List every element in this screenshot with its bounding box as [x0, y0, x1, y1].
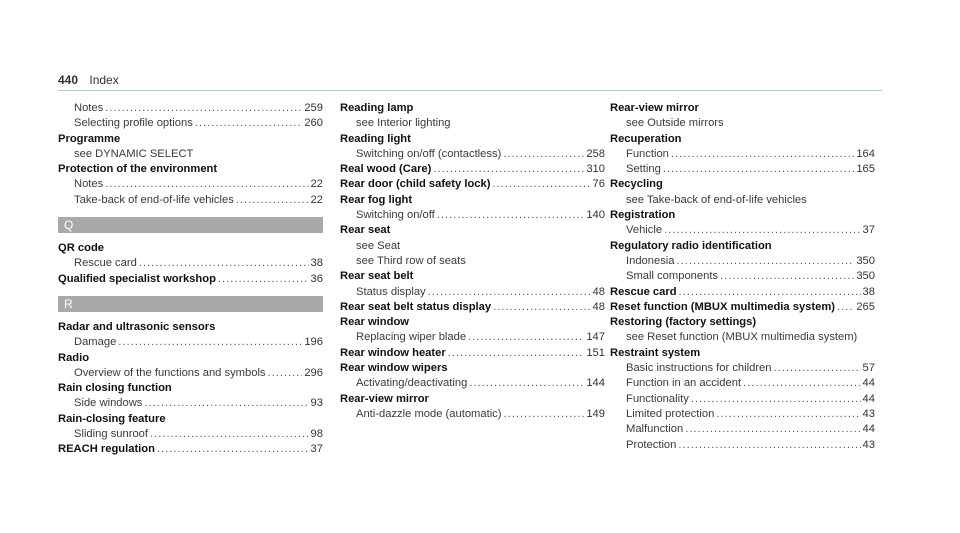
- page-ref[interactable]: 149: [586, 407, 605, 420]
- page-ref[interactable]: 165: [856, 163, 875, 176]
- index-entry: Qualified specialist workshop ..... 36: [58, 272, 323, 287]
- index-heading: Radio: [58, 351, 90, 364]
- page-ref[interactable]: 98: [310, 428, 323, 441]
- index-entry: Rear door (child safety lock) ..... 76: [340, 177, 605, 192]
- cross-reference: see Interior lighting: [356, 117, 451, 130]
- index-heading: Programme: [58, 132, 121, 145]
- index-entry: Notes ..... 22: [58, 177, 323, 192]
- page-ref[interactable]: 350: [856, 270, 875, 283]
- index-entry: Switching on/off (contactless) ..... 258: [340, 147, 605, 162]
- page-header: [58, 73, 119, 87]
- index-heading: Protection of the environment: [58, 163, 218, 176]
- index-entry: Status display ..... 48: [340, 285, 605, 300]
- index-entry: Protection ..... 43: [610, 438, 875, 453]
- index-column-1: [58, 101, 323, 458]
- index-entry: REACH regulation ..... 37: [58, 442, 323, 457]
- cross-reference: see Take-back of end-of-life vehicles: [626, 193, 807, 206]
- index-heading: Restoring (factory settings): [610, 316, 757, 329]
- index-heading: Rear window wipers: [340, 362, 448, 375]
- index-entry: Malfunction ..... 44: [610, 422, 875, 437]
- page-ref[interactable]: 140: [586, 209, 605, 222]
- index-entry: Rear seat belt status display ..... 48: [340, 300, 605, 315]
- cross-reference: see Third row of seats: [356, 254, 466, 267]
- page-ref[interactable]: 147: [586, 331, 605, 344]
- page-ref[interactable]: 48: [592, 300, 605, 313]
- index-heading: Reading light: [340, 132, 411, 145]
- index-entry: Rear window heater ..... 151: [340, 346, 605, 361]
- page-ref[interactable]: 22: [310, 193, 323, 206]
- index-entry: Activating/deactivating ..... 144: [340, 376, 605, 391]
- page-number: 440: [58, 73, 79, 87]
- index-heading: Reading lamp: [340, 102, 414, 114]
- index-heading: Rain closing function: [58, 382, 172, 395]
- page-ref[interactable]: 151: [586, 346, 605, 359]
- index-entry: Switching on/off ..... 140: [340, 208, 605, 223]
- page-ref[interactable]: 37: [862, 224, 875, 237]
- page-ref[interactable]: 350: [856, 254, 875, 267]
- header-divider: [58, 90, 882, 91]
- page-ref[interactable]: 76: [592, 178, 605, 191]
- page-ref[interactable]: 44: [862, 423, 875, 436]
- page-ref[interactable]: 37: [310, 443, 323, 456]
- index-entry: Replacing wiper blade ..... 147: [340, 330, 605, 345]
- page-ref[interactable]: 48: [592, 285, 605, 298]
- page-ref[interactable]: 144: [586, 377, 605, 390]
- index-heading: QR code: [58, 242, 105, 255]
- page-ref[interactable]: 259: [304, 102, 323, 114]
- index-entry: Side windows ..... 93: [58, 396, 323, 411]
- page-ref[interactable]: 196: [304, 336, 323, 349]
- index-entry: Indonesia ..... 350: [610, 254, 875, 269]
- page-ref[interactable]: 258: [586, 147, 605, 160]
- index-heading: Recuperation: [610, 132, 682, 145]
- page-ref[interactable]: 310: [586, 163, 605, 176]
- index-entry: Anti-dazzle mode (automatic) ..... 149: [340, 407, 605, 422]
- index-entry: Real wood (Care) ..... 310: [340, 162, 605, 177]
- page-ref[interactable]: 260: [304, 117, 323, 130]
- page-ref[interactable]: 43: [862, 438, 875, 451]
- page-ref[interactable]: 265: [856, 300, 875, 313]
- index-entry: Limited protection ..... 43: [610, 407, 875, 422]
- page-ref[interactable]: 36: [310, 272, 323, 285]
- index-entry: Setting ..... 165: [610, 162, 875, 177]
- letter-divider-q: Q: [58, 217, 323, 233]
- index-heading: Recycling: [610, 178, 663, 191]
- page-ref[interactable]: 38: [862, 285, 875, 298]
- page-ref[interactable]: 22: [310, 178, 323, 191]
- index-entry: Rescue card ..... 38: [58, 256, 323, 271]
- index-column-3: [610, 101, 875, 453]
- index-column-2: [340, 101, 605, 422]
- index-entry: Selecting profile options ..... 260: [58, 116, 323, 131]
- index-heading: Regulatory radio identification: [610, 239, 772, 252]
- page-ref[interactable]: 296: [304, 366, 323, 379]
- section-title: Index: [89, 73, 119, 87]
- index-heading: Registration: [610, 209, 676, 222]
- cross-reference: see Seat: [356, 239, 401, 252]
- index-heading: Rear fog light: [340, 193, 413, 206]
- index-entry: Notes ..... 259: [58, 101, 323, 116]
- index-entry: Overview of the functions and symbols ..... 296: [58, 366, 323, 381]
- page-ref[interactable]: 44: [862, 377, 875, 390]
- index-entry: Take-back of end-of-life vehicles ..... 22: [58, 193, 323, 208]
- index-entry: Function ..... 164: [610, 147, 875, 162]
- index-entry: Rescue card ..... 38: [610, 285, 875, 300]
- index-entry: Sliding sunroof ..... 98: [58, 427, 323, 442]
- index-heading: Radar and ultrasonic sensors: [58, 320, 216, 333]
- index-entry: Damage ..... 196: [58, 335, 323, 350]
- index-heading: Rear seat belt: [340, 270, 414, 283]
- cross-reference: see Outside mirrors: [626, 117, 724, 130]
- cross-reference: see Reset function (MBUX multimedia system): [626, 331, 858, 344]
- index-heading: Rear seat: [340, 224, 391, 237]
- index-entry: Functionality ..... 44: [610, 392, 875, 407]
- page-ref[interactable]: 43: [862, 407, 875, 420]
- index-entry: Vehicle ..... 37: [610, 223, 875, 238]
- index-heading: Restraint system: [610, 346, 701, 359]
- index-heading: Rear window: [340, 316, 409, 329]
- index-heading: Rear-view mirror: [340, 392, 429, 405]
- index-heading: Rear-view mirror: [610, 102, 699, 114]
- index-entry: Function in an accident ..... 44: [610, 376, 875, 391]
- index-entry: Reset function (MBUX multimedia system) ..... 265: [610, 300, 875, 315]
- index-entry: Basic instructions for children ..... 57: [610, 361, 875, 376]
- letter-divider-r: R: [58, 296, 323, 312]
- page-ref[interactable]: 57: [862, 362, 875, 375]
- index-entry: Small components ..... 350: [610, 269, 875, 284]
- index-heading: Rain-closing feature: [58, 412, 166, 425]
- page-ref[interactable]: 44: [862, 392, 875, 405]
- page-ref[interactable]: 164: [856, 147, 875, 160]
- page-ref[interactable]: 93: [310, 397, 323, 410]
- page-ref[interactable]: 38: [310, 257, 323, 270]
- cross-reference: see DYNAMIC SELECT: [74, 147, 194, 160]
